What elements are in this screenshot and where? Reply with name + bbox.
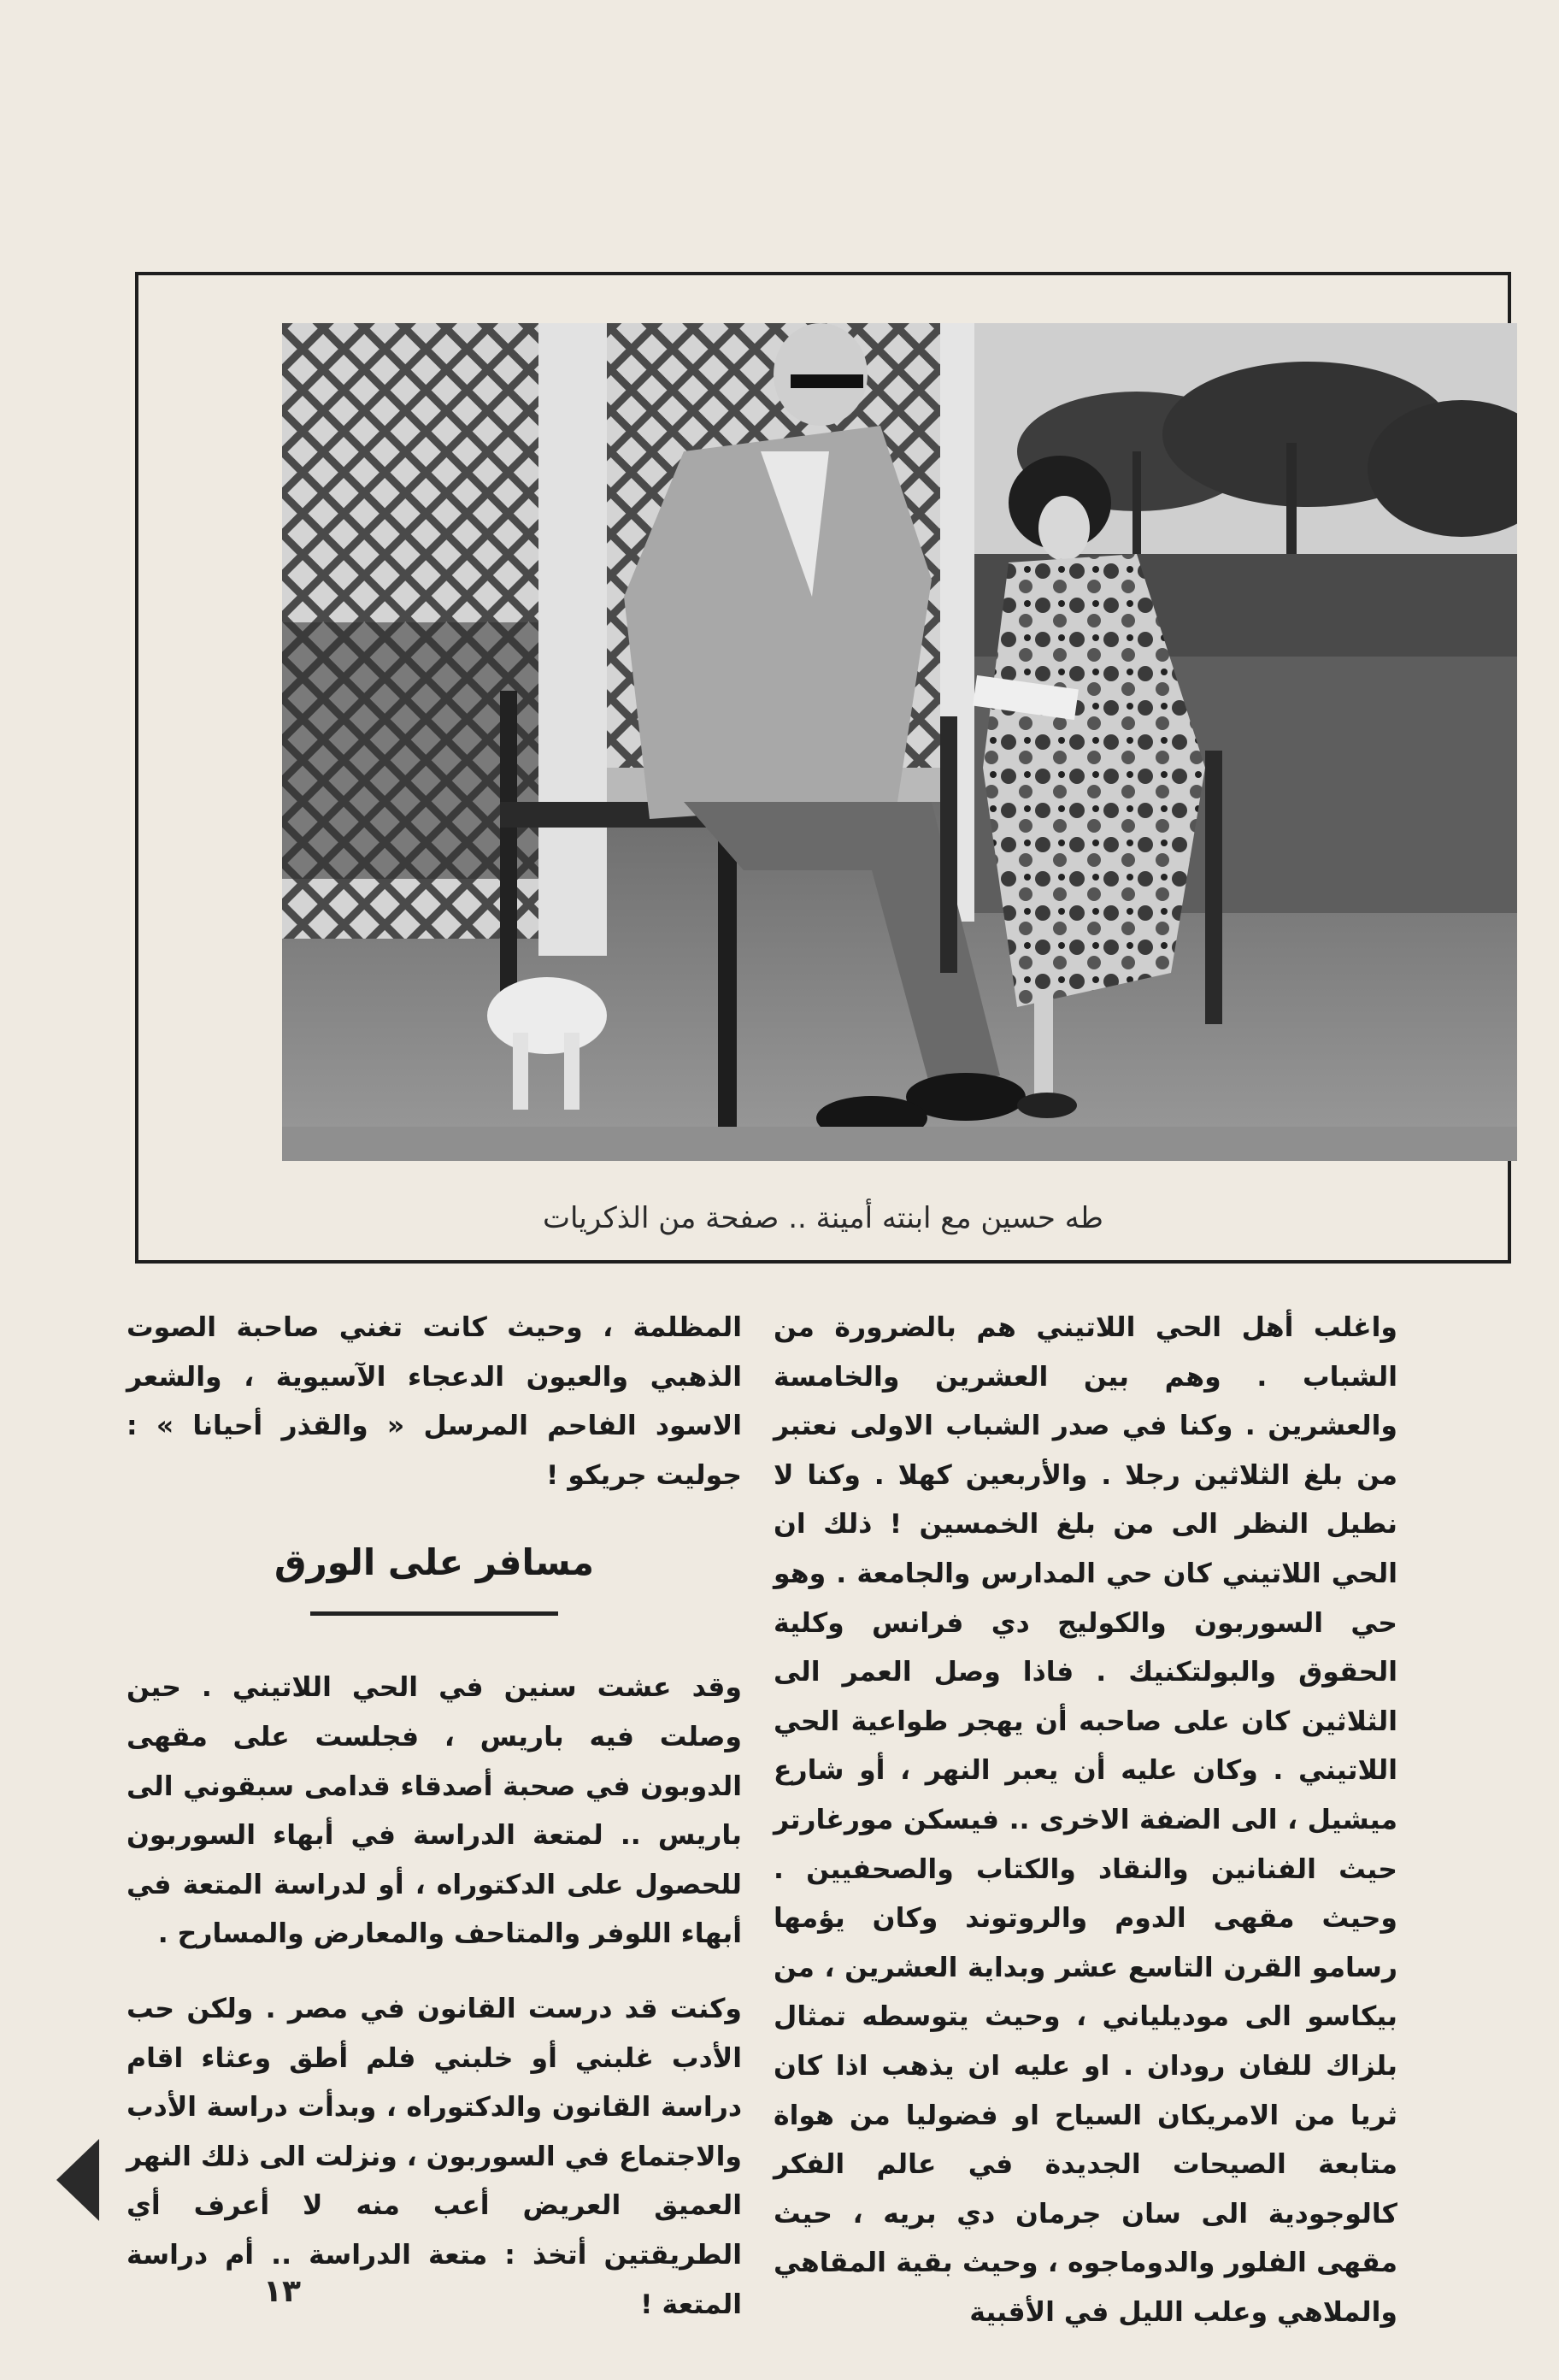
page-number: ١٣ xyxy=(263,2274,301,2309)
section-heading: مسافر على الورق xyxy=(274,1541,594,1584)
photo-illustration xyxy=(282,323,1517,1161)
page-arrow-icon xyxy=(53,2137,104,2223)
article-paragraph: واغلب أهل الحي اللاتيني هم بالضرورة من الشباب . وهم بين العشرين والخامسة والعشرين . وكنا في صدر الشباب الاولى نعتبر من بلغ الثلاثين رجلا . والأربعين كهلا . وكنا لا نطيل النظر الى من بلغ الخمسين ! ذلك ان الحي اللاتيني كان حي المدارس والجامعة . وهو حي السوربون والكوليج دي فرانس وكلية الحقوق والبولتكنيك . فاذا وصل العمر الى الثلاثين كان على صاحبه أن يهجر طواعية الحي اللاتيني . وكان عليه أن يعبر النهر ، أو شارع ميشيل ، الى الضفة الاخرى .. فيسكن مورغارتر حيث الفنانين والنقاد والكتاب والصحفيين . وحيث مقهى الدوم والروتوند وكان يؤمها رسامو القرن التاسع عشر وبداية العشرين ، من بيكاسو الى موديلياني ، وحيث يتوسطه تمثال بلزاك للفان رودان . او عليه ان يذهب اذا كان ثريا من الامريكان السياح او فضوليا من هواة متابعة الصيحات الجديدة في عالم الفكر كالوجودية الى سان جرمان دي بريه ، حيث مقهى الفلور والدوماجوه ، وحيث بقية المقاهي والملاهي وعلب الليل في الأقبية xyxy=(774,1312,1397,2328)
article-paragraph-continued: المظلمة ، وحيث كانت تغني صاحبة الصوت الذهبي والعيون الدعجاء الآسيوية ، والشعر الاسود الفاحم المرسل « والقذر أحيانا » : جوليت جريكو ! xyxy=(126,1312,742,1491)
photo-caption: طه حسين مع ابنته أمينة .. صفحة من الذكريات xyxy=(543,1201,1103,1235)
article-paragraph: وكنت قد درست القانون في مصر . ولكن حب الأدب غلبني أو خلبني فلم أطق وعثاء اقام دراسة القانون والدكتوراه ، وبدأت دراسة الأدب والاجتماع في السوربون ، ونزلت الى ذلك النهر العميق العريض أعب منه لا أعرف أي الطريقتين أتخذ : متعة الدراسة .. أم دراسة المتعة ! xyxy=(126,1993,742,2320)
article-column-right xyxy=(774,1304,1397,2337)
article-column-left xyxy=(126,1304,742,2330)
article-paragraph: وقد عشت سنين في الحي اللاتيني . حين وصلت فيه باريس ، فجلست على مقهى الدوبون في صحبة أصدقاء قدامى سبقوني الى باريس .. لمتعة الدراسة في أبهاء السوربون للحصول على الدكتوراه ، أو لدراسة المتعة في أبهاء اللوفر والمتاحف والمعارض والمسارح . xyxy=(126,1672,742,1950)
photo-taha-hussein-and-daughter xyxy=(282,323,1517,1161)
heading-underline xyxy=(310,1611,558,1616)
